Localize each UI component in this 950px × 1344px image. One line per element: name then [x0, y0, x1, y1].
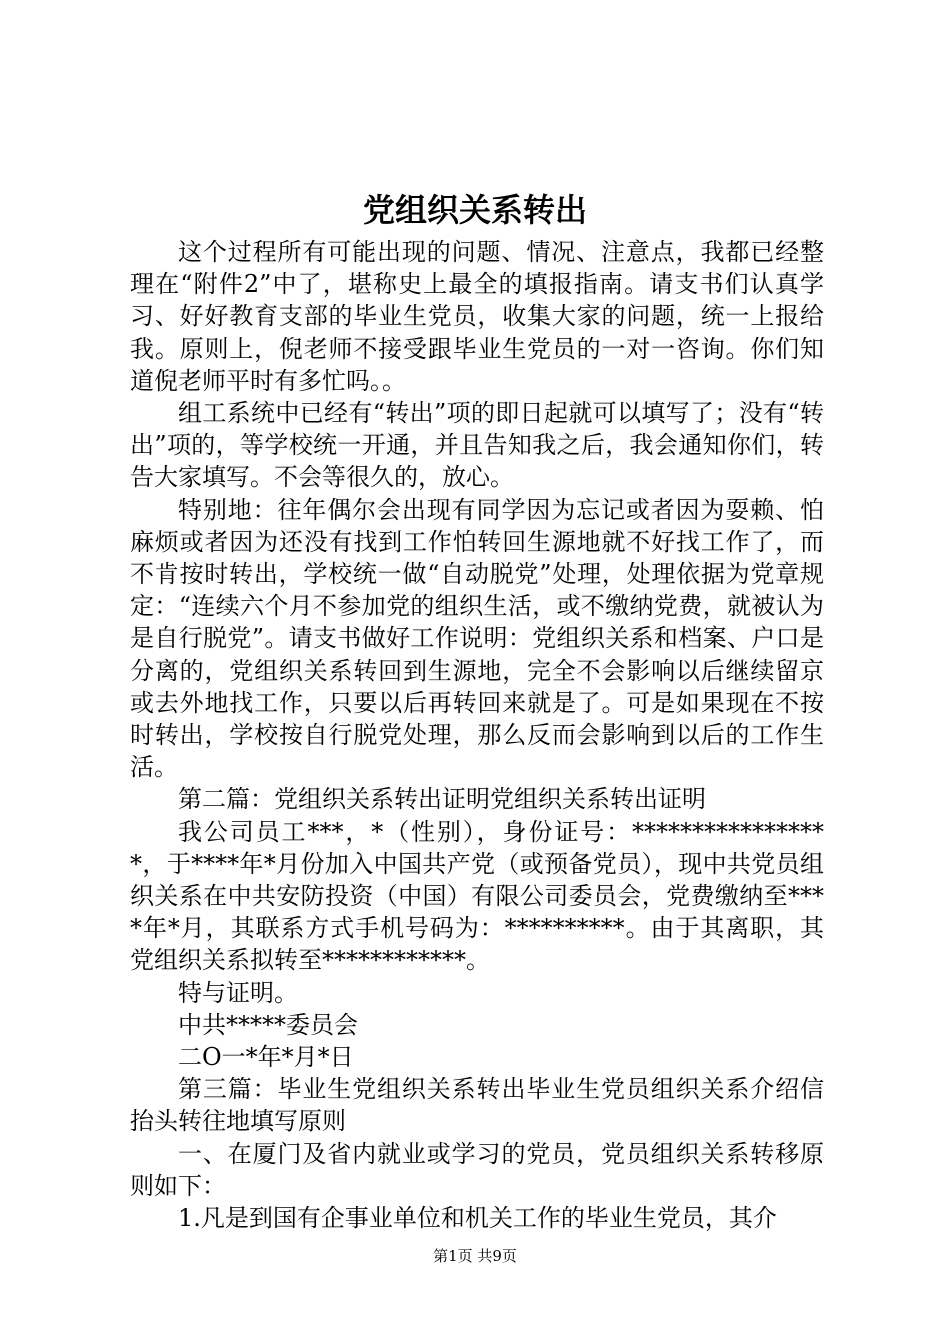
paragraph-committee: 中共*****委员会: [178, 1010, 358, 1039]
section-heading-3: 第三篇：毕业生党组织关系转出毕业生党员组织关系介绍信抬头转往地填写原则: [130, 1075, 824, 1136]
paragraph-2: 组工系统中已经有“转出”项的即日起就可以填写了；没有“转出”项的，等学校统一开通，并且告知我之后，我会通知你们，转告大家填写。不会等很久的，放心。: [130, 399, 824, 492]
section-heading-2: 第二篇：党组织关系转出证明党组织关系转出证明: [178, 785, 706, 814]
paragraph-rule-1-item-1: 1.凡是到国有企事业单位和机关工作的毕业生党员，其介: [178, 1204, 777, 1233]
document-body: [130, 236, 824, 1234]
paragraph-rule-1: 一、在厦门及省内就业或学习的党员，党员组织关系转移原则如下：: [130, 1139, 824, 1200]
paragraph-certificate: 我公司员工***，*（性别），身份证号：*****************，于****年*月份加入中国共产党（或预备党员），现中共党员组织关系在中共安防投资（中国）有限公司委员会，党费缴纳至****年*月，其联系方式手机号码为：**********。由于其离职，其党组织关系拟转至************。: [130, 817, 824, 975]
paragraph-date: 二O一*年*月*日: [178, 1043, 354, 1072]
page-indicator: 第1页 共9页: [433, 1247, 517, 1265]
paragraph-1: 这个过程所有可能出现的问题、情况、注意点，我都已经整理在“附件2”中了，堪称史上最全的填报指南。请支书们认真学习、好好教育支部的毕业生党员，收集大家的问题，统一上报给我。原则上，倪老师不接受跟毕业生党员的一对一咨询。你们知道倪老师平时有多忙吗。。: [130, 238, 824, 395]
paragraph-3: 特别地：往年偶尔会出现有同学因为忘记或者因为耍赖、怕麻烦或者因为还没有找到工作怕转回生源地就不好找工作了，而不肯按时转出，学校统一做“自动脱党”处理，处理依据为党章规定：“连续六个月不参加党的组织生活，或不缴纳党费，就被认为是自行脱党”。请支书做好工作说明：党组织关系和档案、户口是分离的，党组织关系转回到生源地，完全不会影响以后继续留京或去外地找工作，只要以后再转回来就是了。可是如果现在不按时转出，学校按自行脱党处理，那么反而会影响到以后的工作生活。: [130, 495, 824, 782]
paragraph-certification-line: 特与证明。: [178, 978, 298, 1007]
document-title: 党组织关系转出: [362, 191, 587, 229]
